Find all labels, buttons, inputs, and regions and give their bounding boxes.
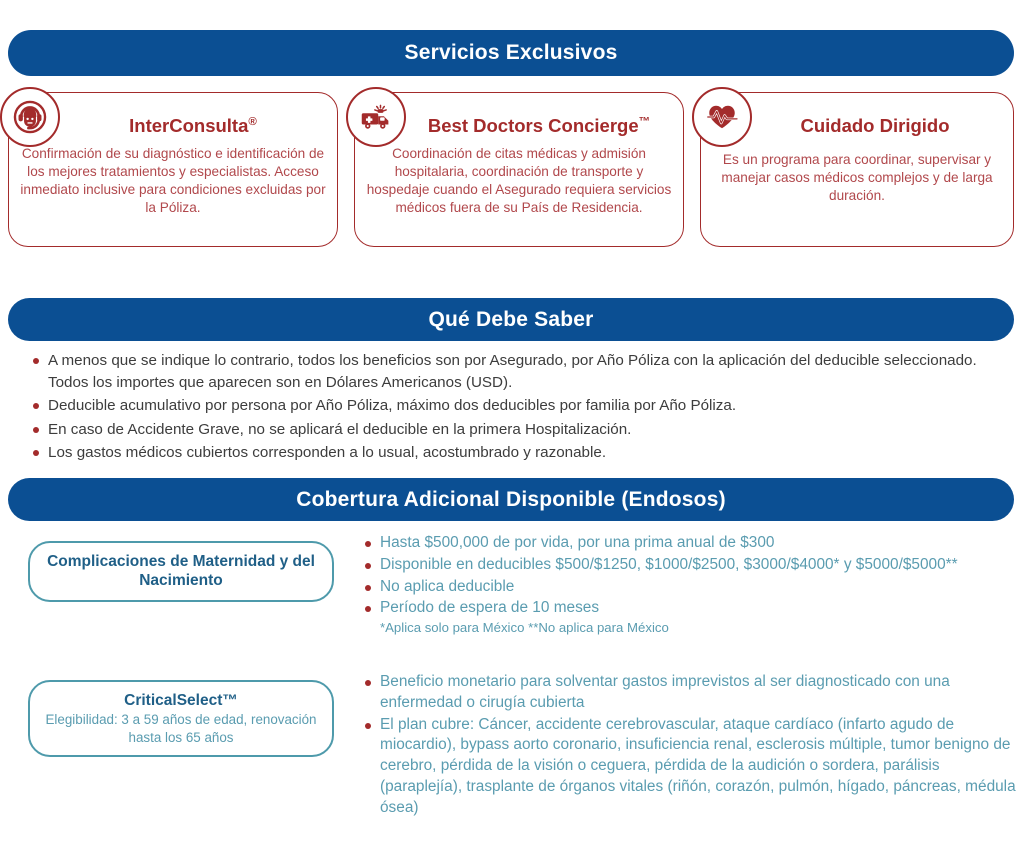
service-card-best-doctors-concierge	[354, 92, 684, 247]
list-item-text: Período de espera de 10 meses	[380, 599, 600, 617]
trademark-symbol: ®	[248, 115, 257, 128]
list-item: No aplica deducible	[362, 577, 1017, 598]
banner-title-text: Servicios Exclusivos	[404, 41, 618, 64]
list-item: En caso de Accidente Grave, no se aplicará el deducible en la primera Hospitalización.	[30, 419, 990, 441]
section-header-cobertura-adicional	[8, 478, 1014, 521]
banner-title-text: Qué Debe Saber	[428, 307, 594, 331]
endoso-label-box-criticalselect	[28, 680, 334, 757]
service-card-cuidado-dirigido	[700, 92, 1014, 247]
service-card-title	[745, 115, 1005, 137]
endoso-items-criticalselect	[362, 672, 1017, 820]
list-item: Disponible en deducibles $500/$1250, $1000/$2500, $3000/$4000* y $5000/$5000**	[362, 555, 1017, 576]
headset-agent-icon	[0, 87, 60, 147]
service-card-title	[57, 115, 329, 137]
banner-title-text: Cobertura Adicional Disponible (Endosos)	[296, 487, 726, 511]
section-header-servicios-exclusivos	[8, 30, 1014, 76]
service-card-title-text: InterConsulta	[129, 115, 249, 136]
endoso-label-box-maternidad	[28, 541, 334, 602]
endoso-footnote: *Aplica solo para México **No aplica para México	[380, 620, 669, 636]
list-item: El plan cubre: Cáncer, accidente cerebrovascular, ataque cardíaco (infarto agudo de miocardio), bypass aorto coronario, insuficiencia renal, esclerosis múltiple, tumor benigno de cerebro, pérdida de la visión o ceguera, pérdida de la audición o sordera, parálisis (paraplejía), trasplante de órganos vitales (riñón, corazón, pulmón, hígado, páncreas, médula ósea)	[362, 715, 1017, 819]
service-card-interconsulta	[8, 92, 338, 247]
endoso-label-subtitle: Elegibilidad: 3 a 59 años de edad, renovación hasta los 65 años	[45, 712, 317, 745]
list-item: A menos que se indique lo contrario, todos los beneficios son por Asegurado, por Año Póliza con la aplicación del deducible seleccionado. Todos los importes que aparecen son en Dólares Americanos (USD).	[30, 350, 990, 393]
que-debe-saber-list	[30, 350, 990, 466]
service-card-body: Confirmación de su diagnóstico e identificación de los mejores tratamientos y especialistas. Acceso inmediato inclusive para condiciones excluidas por la Póliza.	[20, 146, 326, 215]
ambulance-icon	[346, 87, 406, 147]
list-item: Hasta $500,000 de por vida, por una prima anual de $300	[362, 533, 1017, 554]
service-card-body: Coordinación de citas médicas y admisión hospitalaria, coordinación de transporte y hospedaje cuando el Asegurado requiera servicios médicos fuera de su País de Residencia.	[366, 146, 672, 215]
endoso-items-maternidad	[362, 533, 1017, 638]
section-header-que-debe-saber	[8, 298, 1014, 341]
service-card-title-text: Best Doctors Concierge	[427, 115, 639, 136]
list-item	[362, 598, 1017, 637]
service-card-title-text: Cuidado Dirigido	[800, 115, 950, 136]
trademark-symbol: ™	[638, 115, 651, 128]
service-card-body: Es un programa para coordinar, supervisar y manejar casos médicos complejos y de larga duración.	[721, 152, 993, 203]
endoso-label-title: CriticalSelect™	[124, 692, 238, 709]
list-item: Los gastos médicos cubiertos corresponden a lo usual, acostumbrado y razonable.	[30, 442, 990, 464]
heart-pulse-icon	[692, 87, 752, 147]
list-item: Beneficio monetario para solventar gastos imprevistos al ser diagnosticado con una enfermedad o cirugía cubierta	[362, 672, 1017, 714]
service-cards-row	[8, 92, 1014, 247]
list-item: Deducible acumulativo por persona por Año Póliza, máximo dos deducibles por familia por Año Póliza.	[30, 395, 990, 417]
endoso-label-title: Complicaciones de Maternidad y del Nacimiento	[47, 553, 315, 590]
service-card-title	[403, 115, 675, 137]
